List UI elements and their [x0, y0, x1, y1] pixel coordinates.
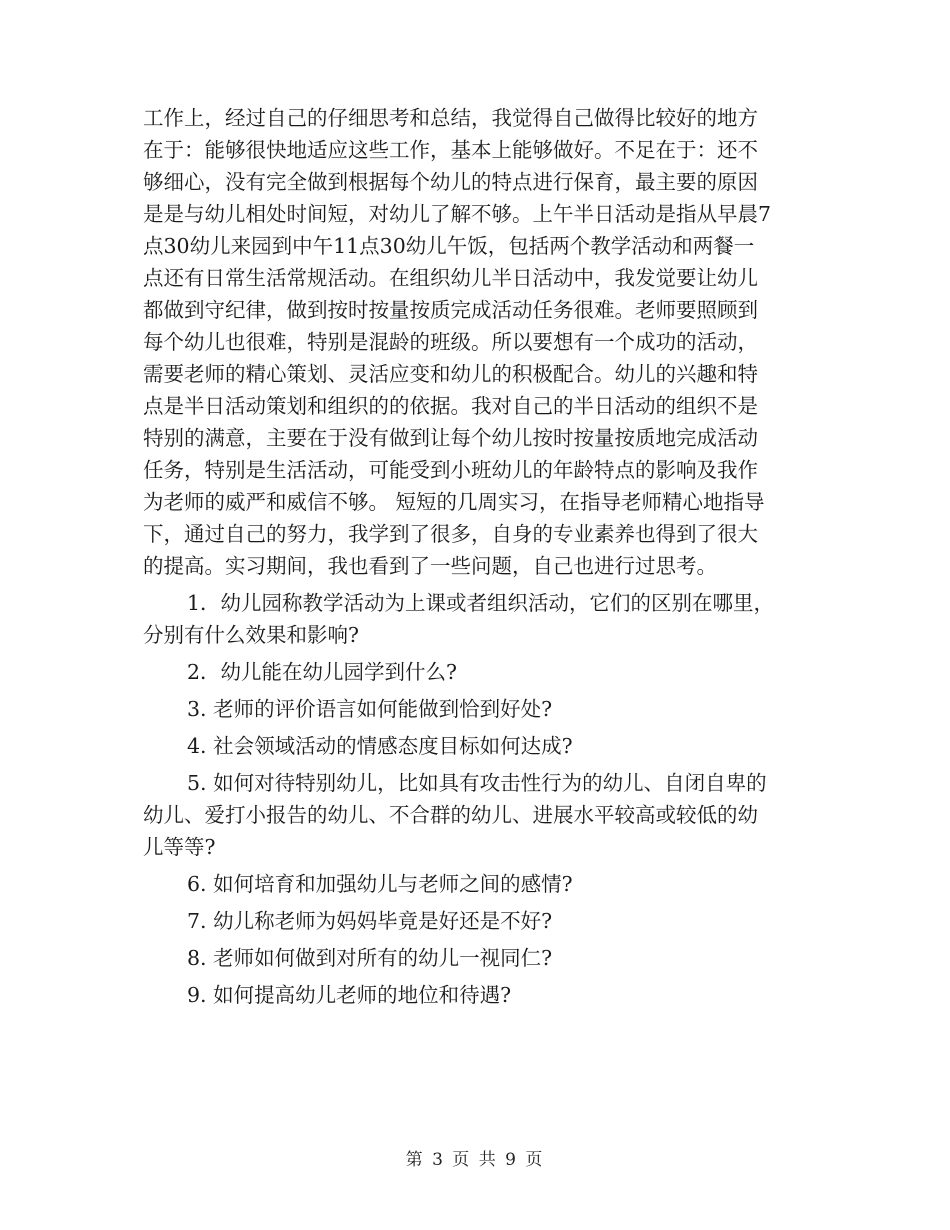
- question-line: 9. 如何提高幼儿老师的地位和待遇?: [187, 983, 512, 1007]
- question-line: 2．幼儿能在幼儿园学到什么?: [187, 660, 458, 684]
- paragraph-line: 特别的满意，主要在于没有做到让每个幼儿按时按量按质地完成活动: [143, 426, 758, 450]
- paragraph-line: 任务，特别是生活活动，可能受到小班幼儿的年龄特点的影响及我作: [143, 458, 758, 482]
- page-number-footer: 第 3 页 共 9 页: [405, 1150, 545, 1170]
- question-item: [143, 693, 815, 725]
- paragraph-line: 是是与幼儿相处时间短，对幼儿了解不够。上午半日活动是指从早晨7: [143, 202, 772, 226]
- paragraph-line: 下，通过自己的努力，我学到了很多，自身的专业素养也得到了很大: [143, 522, 758, 546]
- question-line: 6. 如何培育和加强幼儿与老师之间的感情?: [187, 872, 573, 896]
- paragraph-line: 每个幼儿也很难，特别是混龄的班级。所以要想有一个成功的活动，: [143, 330, 758, 354]
- question-item: [143, 868, 815, 900]
- question-line: 8. 老师如何做到对所有的幼儿一视同仁?: [187, 946, 553, 970]
- question-item: [143, 905, 815, 937]
- body-text: [143, 102, 815, 1011]
- paragraph-line: 点还有日常生活常规活动。在组织幼儿半日活动中，我发觉要让幼儿: [143, 266, 758, 290]
- paragraph-line: 工作上，经过自己的仔细思考和总结，我觉得自己做得比较好的地方: [143, 106, 758, 130]
- question-line: 4. 社会领域活动的情感态度目标如何达成?: [187, 734, 573, 758]
- question-line: 7. 幼儿称老师为妈妈毕竟是好还是不好?: [187, 909, 553, 933]
- summary-paragraph: [143, 102, 815, 582]
- question-item: [143, 942, 815, 974]
- paragraph-line: 都做到守纪律，做到按时按量按质完成活动任务很难。老师要照顾到: [143, 298, 758, 322]
- paragraph-line: 点是半日活动策划和组织的的依据。我对自己的半日活动的组织不是: [143, 394, 758, 418]
- question-list: [143, 587, 815, 1011]
- paragraph-line: 够细心，没有完全做到根据每个幼儿的特点进行保育，最主要的原因: [143, 170, 758, 194]
- paragraph-line: 为老师的威严和威信不够。 短短的几周实习，在指导老师精心地指导: [143, 490, 765, 514]
- question-line: 5. 如何对待特别幼儿，比如具有攻击性行为的幼儿、自闭自卑的: [187, 771, 767, 795]
- question-item: [143, 979, 815, 1011]
- paragraph-line: 点30幼儿来园到中午11点30幼儿午饭，包括两个教学活动和两餐一: [143, 234, 755, 258]
- question-line: 分别有什么效果和影响?: [143, 623, 359, 647]
- question-line: 幼儿、爱打小报告的幼儿、不合群的幼儿、进展水平较高或较低的幼: [143, 803, 758, 827]
- question-item: [143, 656, 815, 688]
- question-line: 3. 老师的评价语言如何能做到恰到好处?: [187, 697, 553, 721]
- paragraph-line: 需要老师的精心策划、灵活应变和幼儿的积极配合。幼儿的兴趣和特: [143, 362, 758, 386]
- question-item: [143, 587, 815, 651]
- question-line: 1．幼儿园称教学活动为上课或者组织活动，它们的区别在哪里，: [187, 591, 775, 615]
- question-item: [143, 730, 815, 762]
- paragraph-line: 的提高。实习期间，我也看到了一些问题，自己也进行过思考。: [143, 554, 717, 578]
- paragraph-line: 在于：能够很快地适应这些工作，基本上能够做好。不足在于：还不: [143, 138, 758, 162]
- question-line: 儿等等?: [143, 835, 216, 859]
- question-item: [143, 767, 815, 863]
